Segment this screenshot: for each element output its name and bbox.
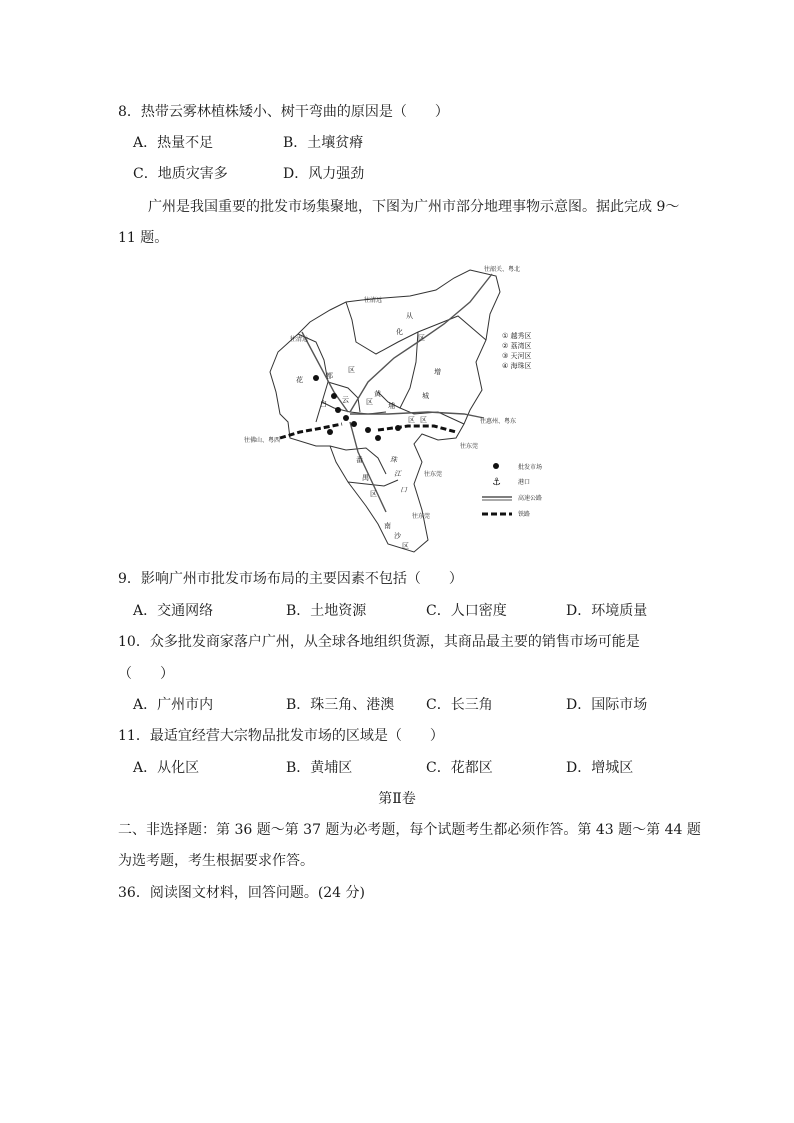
map-label-du: 都 <box>326 372 333 380</box>
q9-stem: 9．影响广州市批发市场布局的主要因素不包括（ ） <box>118 571 463 587</box>
map-label-zeng: 增 <box>434 368 441 376</box>
map-legend-district: ① 越秀区 <box>502 332 532 340</box>
map-border-zengcheng <box>400 332 464 424</box>
map-direction-label: 往清远 <box>364 297 383 304</box>
legend-port-icon: ⚓ <box>492 477 501 488</box>
q11-option-d: D．增城区 <box>566 760 634 776</box>
q10-option-d: D．国际市场 <box>566 697 648 713</box>
map-highway-north <box>350 274 492 412</box>
q10-option-c: C．长三角 <box>426 697 493 713</box>
map-highway-east <box>350 412 484 418</box>
map-label-zhu: 珠 <box>390 456 397 464</box>
map-label-cong: 从 <box>406 312 413 320</box>
q11-option-b: B．黄埔区 <box>286 760 353 776</box>
map-label-nan: 南 <box>384 522 391 530</box>
market-dot <box>331 393 337 399</box>
q8-option-a: A．热量不足 <box>133 135 214 151</box>
q11-stem: 11．最适宜经营大宗物品批发市场的区域是（ ） <box>118 728 444 744</box>
map-label-qu2: 区 <box>418 334 425 342</box>
guangzhou-map <box>238 262 558 554</box>
legend-port-label: 港口 <box>518 479 531 486</box>
q9-option-c: C．人口密度 <box>426 603 507 619</box>
q8-option-b: B．土壤贫瘠 <box>283 135 364 151</box>
map-label-jiang: 江 <box>394 470 401 478</box>
map-label-qu: 区 <box>348 366 355 374</box>
section-instruction-2: 为选考题，考生根据要求作答。 <box>118 853 314 869</box>
map-label-qu3: 区 <box>420 416 427 424</box>
q10-stem: 10．众多批发商家落户广州，从全球各地组织货源，其商品最主要的销售市场可能是 <box>118 634 640 650</box>
legend-highway-label: 高速公路 <box>518 495 543 502</box>
map-label-bai: 白 <box>320 400 327 408</box>
map-legend-district: ④ 海珠区 <box>502 362 532 370</box>
legend-railway-label: 铁路 <box>518 511 531 518</box>
market-dot <box>395 425 401 431</box>
map-label-qu7: 区 <box>402 542 409 550</box>
q11-option-a: A．从化区 <box>133 760 200 776</box>
q11-option-c: C．花都区 <box>426 760 493 776</box>
map-label-qu6: 区 <box>370 490 377 498</box>
q36-stem: 36．阅读图文材料，回答问题。(24 分) <box>118 885 366 901</box>
market-dot <box>343 415 349 421</box>
map-label-sha: 沙 <box>394 532 401 540</box>
section-title: 第Ⅱ卷 <box>378 791 416 807</box>
map-legend-district: ② 荔湾区 <box>502 342 532 350</box>
market-dot <box>313 375 319 381</box>
map-direction-label: 往东莞 <box>424 471 443 478</box>
map-highway-south <box>350 422 386 512</box>
q10-option-a: A．广州市内 <box>133 697 214 713</box>
map-direction-label: 往东莞 <box>412 513 431 520</box>
q9-option-b: B．土地资源 <box>286 603 367 619</box>
market-dot <box>365 427 371 433</box>
map-direction-label: 往惠州、粤东 <box>480 418 517 425</box>
q8-option-c: C．地质灾害多 <box>133 166 228 182</box>
map-label-fan: 番 <box>356 456 363 464</box>
map-label-qu4: 区 <box>366 398 373 406</box>
map-direction-label: 往韶关、粤北 <box>484 266 521 273</box>
map-direction-label: 往佛山、粤西 <box>244 437 281 444</box>
map-legend-district: ③ 天河区 <box>502 352 532 360</box>
map-border-conghua <box>346 302 486 354</box>
map-direction-label: 往清远 <box>290 336 309 343</box>
map-label-qu5: 区 <box>408 416 415 424</box>
intro-line-2: 11 题。 <box>118 230 169 246</box>
map-direction-label: 往东莞 <box>460 443 479 450</box>
map-label-hua2: 化 <box>396 328 403 336</box>
map-label-yu: 禺 <box>362 474 369 482</box>
legend-market-label: 批发市场 <box>518 464 543 471</box>
q10-option-b: B．珠三角、港澳 <box>286 697 395 713</box>
map-border-urban <box>322 402 386 414</box>
market-dot <box>375 435 381 441</box>
market-dot <box>351 421 357 427</box>
map-label-kou: 口 <box>400 486 407 494</box>
map-label-yun: 云 <box>342 396 349 404</box>
map-label-pu: 埔 <box>388 402 395 410</box>
q9-option-d: D．环境质量 <box>566 603 648 619</box>
q9-option-a: A．交通网络 <box>133 603 214 619</box>
map-railway-east <box>378 426 456 432</box>
q8-stem: 8．热带云雾林植株矮小、树干弯曲的原因是（ ） <box>118 104 449 120</box>
q8-option-d: D．风力强劲 <box>283 166 365 182</box>
map-label-huang: 黄 <box>374 390 381 398</box>
intro-line-1: 广州是我国重要的批发市场集聚地，下图为广州市部分地理事物示意图。据此完成 9～ <box>148 199 680 215</box>
market-dot <box>327 429 333 435</box>
q10-paren: （ ） <box>118 666 174 682</box>
section-instruction-1: 二、非选择题：第 36 题～第 37 题为必考题，每个试题考生都必须作答。第 43 题～第 44 题 <box>118 822 701 838</box>
map-label-cheng: 城 <box>422 392 429 400</box>
market-dot <box>335 407 341 413</box>
legend-market-icon <box>493 463 499 469</box>
map-label-hua: 花 <box>296 376 303 384</box>
